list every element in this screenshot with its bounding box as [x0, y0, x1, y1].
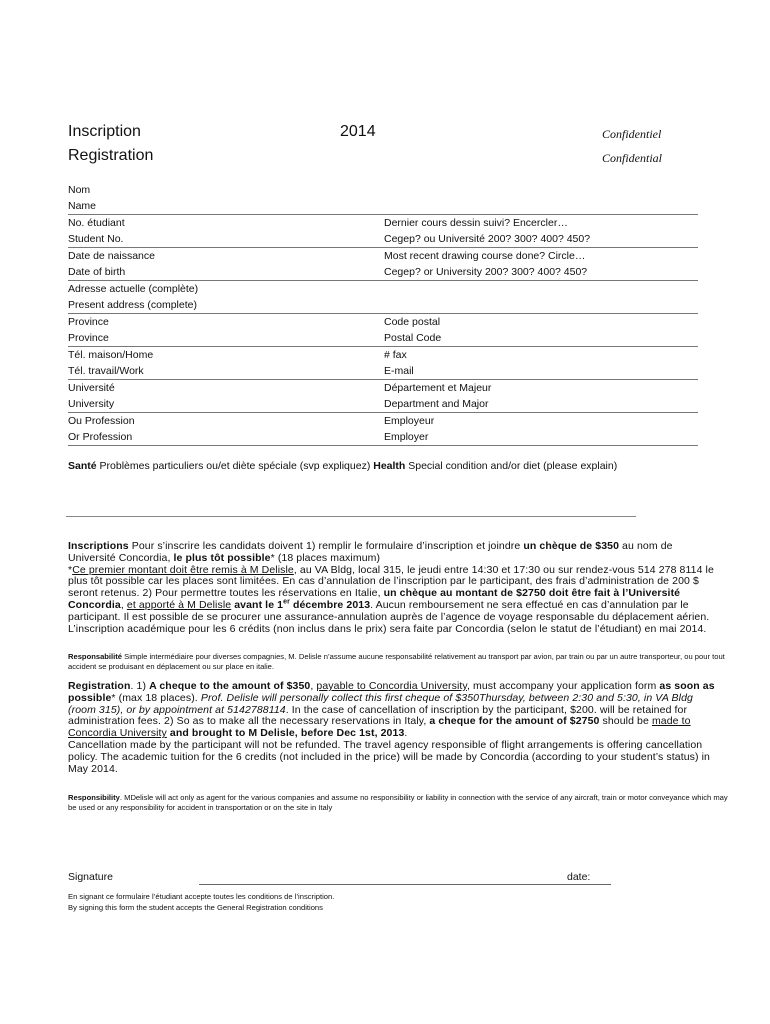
health-text: Special condition and/or diet (please explain) [405, 460, 618, 472]
form-row-address-2 [68, 297, 698, 314]
field-label[interactable]: Cegep? ou Université 200? 300? 400? 450? [384, 231, 698, 248]
field-label[interactable]: Or Profession [68, 429, 384, 446]
field-label[interactable]: Département et Majeur [384, 382, 492, 394]
field-label[interactable]: Nom [68, 184, 91, 196]
text-run: should be [599, 715, 652, 728]
text-run-underline: made to Concordia University [68, 715, 691, 740]
sante-text: Problèmes particuliers ou/et diète spéciale (svp expliquez) [96, 460, 374, 472]
field-label [384, 182, 698, 198]
registration-paragraph-en [68, 681, 718, 775]
text-run: * [68, 563, 73, 576]
text-run: . [404, 727, 408, 740]
field-label[interactable]: Date of birth [68, 264, 384, 281]
form-row-profession-2 [68, 429, 698, 446]
signature-line[interactable] [199, 884, 611, 885]
field-label [384, 198, 698, 215]
field-label[interactable]: # fax [384, 349, 407, 361]
text-run: . 1) [130, 680, 150, 692]
text-run-bold: un chèque au montant de $2750 doit être fait à l’Université Concordia [68, 587, 681, 611]
text-run-sup: er [283, 598, 290, 606]
field-label[interactable]: Postal Code [384, 330, 698, 347]
footer-fr: En signant ce formulaire l’étudiant accepte toutes les conditions de l’inscription. [68, 892, 335, 901]
form-row-province-1 [68, 314, 698, 331]
field-label[interactable]: Employeur [384, 415, 435, 427]
text-run: . In the case of cancellation of inscription by the participant, $200. will be retained for administration fees. 2) So as to make all the necessary reservations in Italy, [68, 703, 688, 728]
signature-label: Signature [68, 871, 113, 883]
text-run: Pour s’inscrire les candidats doivent 1) remplir le formulaire d’inscription et joindre [128, 540, 524, 552]
text-run: , [310, 680, 317, 692]
field-label[interactable]: Province [68, 316, 109, 328]
confidential-label: Confidential [602, 151, 662, 165]
text-run-bold: un chèque de $350 [523, 540, 620, 552]
title-inscription: Inscription [68, 123, 141, 140]
sante-label: Santé [68, 460, 97, 472]
text-run: , must accompany your application form [466, 680, 660, 692]
field-label [384, 297, 698, 314]
text-run: . MDelisle will act only as agent for the various companies and assume no responsibility or liability in connection with the service of any aircraft, train or motor conveyance which may be used or any responsibility for accident in transportation or on the site in Italy [68, 793, 728, 812]
form-row-profession-1 [68, 413, 698, 430]
text-run: , au VA Bldg, local 315, le jeudi entre 14:30 et 17:30 ou sur rendez-vous 514 278 8114 le plus tôt possible car les places sont limitées. En cas d’annulation de l’inscription par le participant, des frais d’administration de 200 $ seront retenus. 2) Pour permettre toutes les réservations en Italie, [68, 563, 714, 600]
text-run-bold: avant le 1 [231, 598, 284, 611]
text-run-underline: Ce premier montant doit être remis à M Delisle [72, 563, 294, 576]
field-label[interactable]: Code postal [384, 316, 441, 328]
responsibility-label: Responsibility [68, 793, 120, 802]
date-label[interactable]: date: [567, 871, 591, 883]
health-answer-line[interactable] [66, 516, 636, 517]
form-row-name-2 [68, 198, 698, 215]
text-run-bold: décembre 2013 [289, 598, 371, 611]
form-row-university-1 [68, 380, 698, 397]
field-label[interactable]: Date de naissance [68, 250, 155, 262]
field-label: Most recent drawing course done? Circle… [384, 250, 586, 262]
field-label[interactable]: Adresse actuelle (complète) [68, 283, 199, 295]
field-label[interactable]: Province [68, 330, 384, 347]
text-run-underline: payable to Concordia University [316, 680, 467, 692]
field-label[interactable]: Tél. travail/Work [68, 363, 384, 380]
field-label: Dernier cours dessin suivi? Encercler… [384, 217, 568, 229]
field-label[interactable]: University [68, 396, 384, 413]
text-run-italic: Prof. Delisle will personally collect this first cheque of $350Thursday, between 2:30 and 5:30, in VA Bldg (room 315), or by appointment at 5142788114 [68, 691, 693, 716]
text-run-underline: et apporté à M Delisle [126, 598, 232, 611]
field-label[interactable]: Department and Major [384, 396, 698, 413]
text-run-bold: and brought to M Delisle, before Dec 1st, 2013 [166, 727, 405, 740]
form-row-province-2 [68, 330, 698, 347]
responsabilite-label: Responsabilité [68, 652, 123, 661]
form-row-dob-1 [68, 248, 698, 265]
field-label[interactable]: Tél. maison/Home [68, 349, 154, 361]
field-label [384, 281, 698, 298]
text-run: * (max 18 places). [111, 691, 201, 704]
form-row-name-1 [68, 182, 698, 198]
form-row-student-no-2 [68, 231, 698, 248]
field-label[interactable]: No. étudiant [68, 217, 125, 229]
text-run-bold: A cheque to the amount of $350 [149, 680, 311, 692]
text-run: . Aucun remboursement ne sera effectué en cas d’annulation par le participant. Il est possible de se procurer une assurance-annulation auprès de l’agence de voyage responsable du déplacement aérien. L’inscription académique pour les 6 crédits (non inclus dans le prix) sera faite par Concordia (selon le statut de l’étudiant) en mai 2014. [68, 598, 710, 635]
text-run-bold: le plus tôt possible [173, 551, 271, 564]
student-info-form [68, 182, 698, 446]
responsabilite-paragraph [68, 652, 728, 672]
health-label: Health [373, 460, 406, 472]
registration-label: Registration [68, 680, 131, 692]
field-label[interactable]: Present address (complete) [68, 297, 384, 314]
text-run: Cancellation made by the participant will not be refunded. The travel agency responsible of flight arrangements is offering cancellation policy. The academic tuition for the 6 credits (not included in the price) will be made by Concordia (according to your student’s status) in May 2014. [68, 738, 710, 775]
text-run: au nom de Université Concordia, [68, 540, 673, 564]
text-run-bold: as soon as possible [68, 680, 715, 704]
inscriptions-label: Inscriptions [68, 540, 129, 552]
text-run: Simple intermédiaire pour diverses compagnies, M. Delisle n’assume aucune responsabilité relativement au transport par avion, par train ou par un autre transporteur, ou pour tout accident se produisant en déplacement ou sur place en italie. [68, 652, 725, 671]
field-label[interactable]: Ou Profession [68, 415, 135, 427]
field-label[interactable]: Student No. [68, 231, 384, 248]
confidentiel-label: Confidentiel [602, 127, 662, 141]
field-label[interactable]: E-mail [384, 363, 698, 380]
field-label[interactable]: Cegep? or University 200? 300? 400? 450? [384, 264, 698, 281]
form-row-student-no-1 [68, 215, 698, 232]
health-question [68, 460, 698, 473]
footer-en: By signing this form the student accepts the General Registration conditions [68, 903, 323, 912]
form-row-university-2 [68, 396, 698, 413]
field-label[interactable]: Employer [384, 429, 698, 446]
title-registration: Registration [68, 147, 154, 164]
text-run-bold: a cheque for the amount of $2750 [429, 715, 600, 728]
inscriptions-paragraph-fr [68, 541, 718, 635]
form-row-phone-1 [68, 347, 698, 364]
text-run: , [120, 598, 127, 611]
form-row-address-1 [68, 281, 698, 298]
responsibility-paragraph [68, 793, 728, 813]
field-label[interactable]: Name [68, 198, 384, 215]
form-row-dob-2 [68, 264, 698, 281]
form-row-phone-2 [68, 363, 698, 380]
text-run: * (18 places maximum) [270, 551, 381, 564]
year-label: 2014 [340, 123, 376, 140]
field-label[interactable]: Université [68, 382, 115, 394]
